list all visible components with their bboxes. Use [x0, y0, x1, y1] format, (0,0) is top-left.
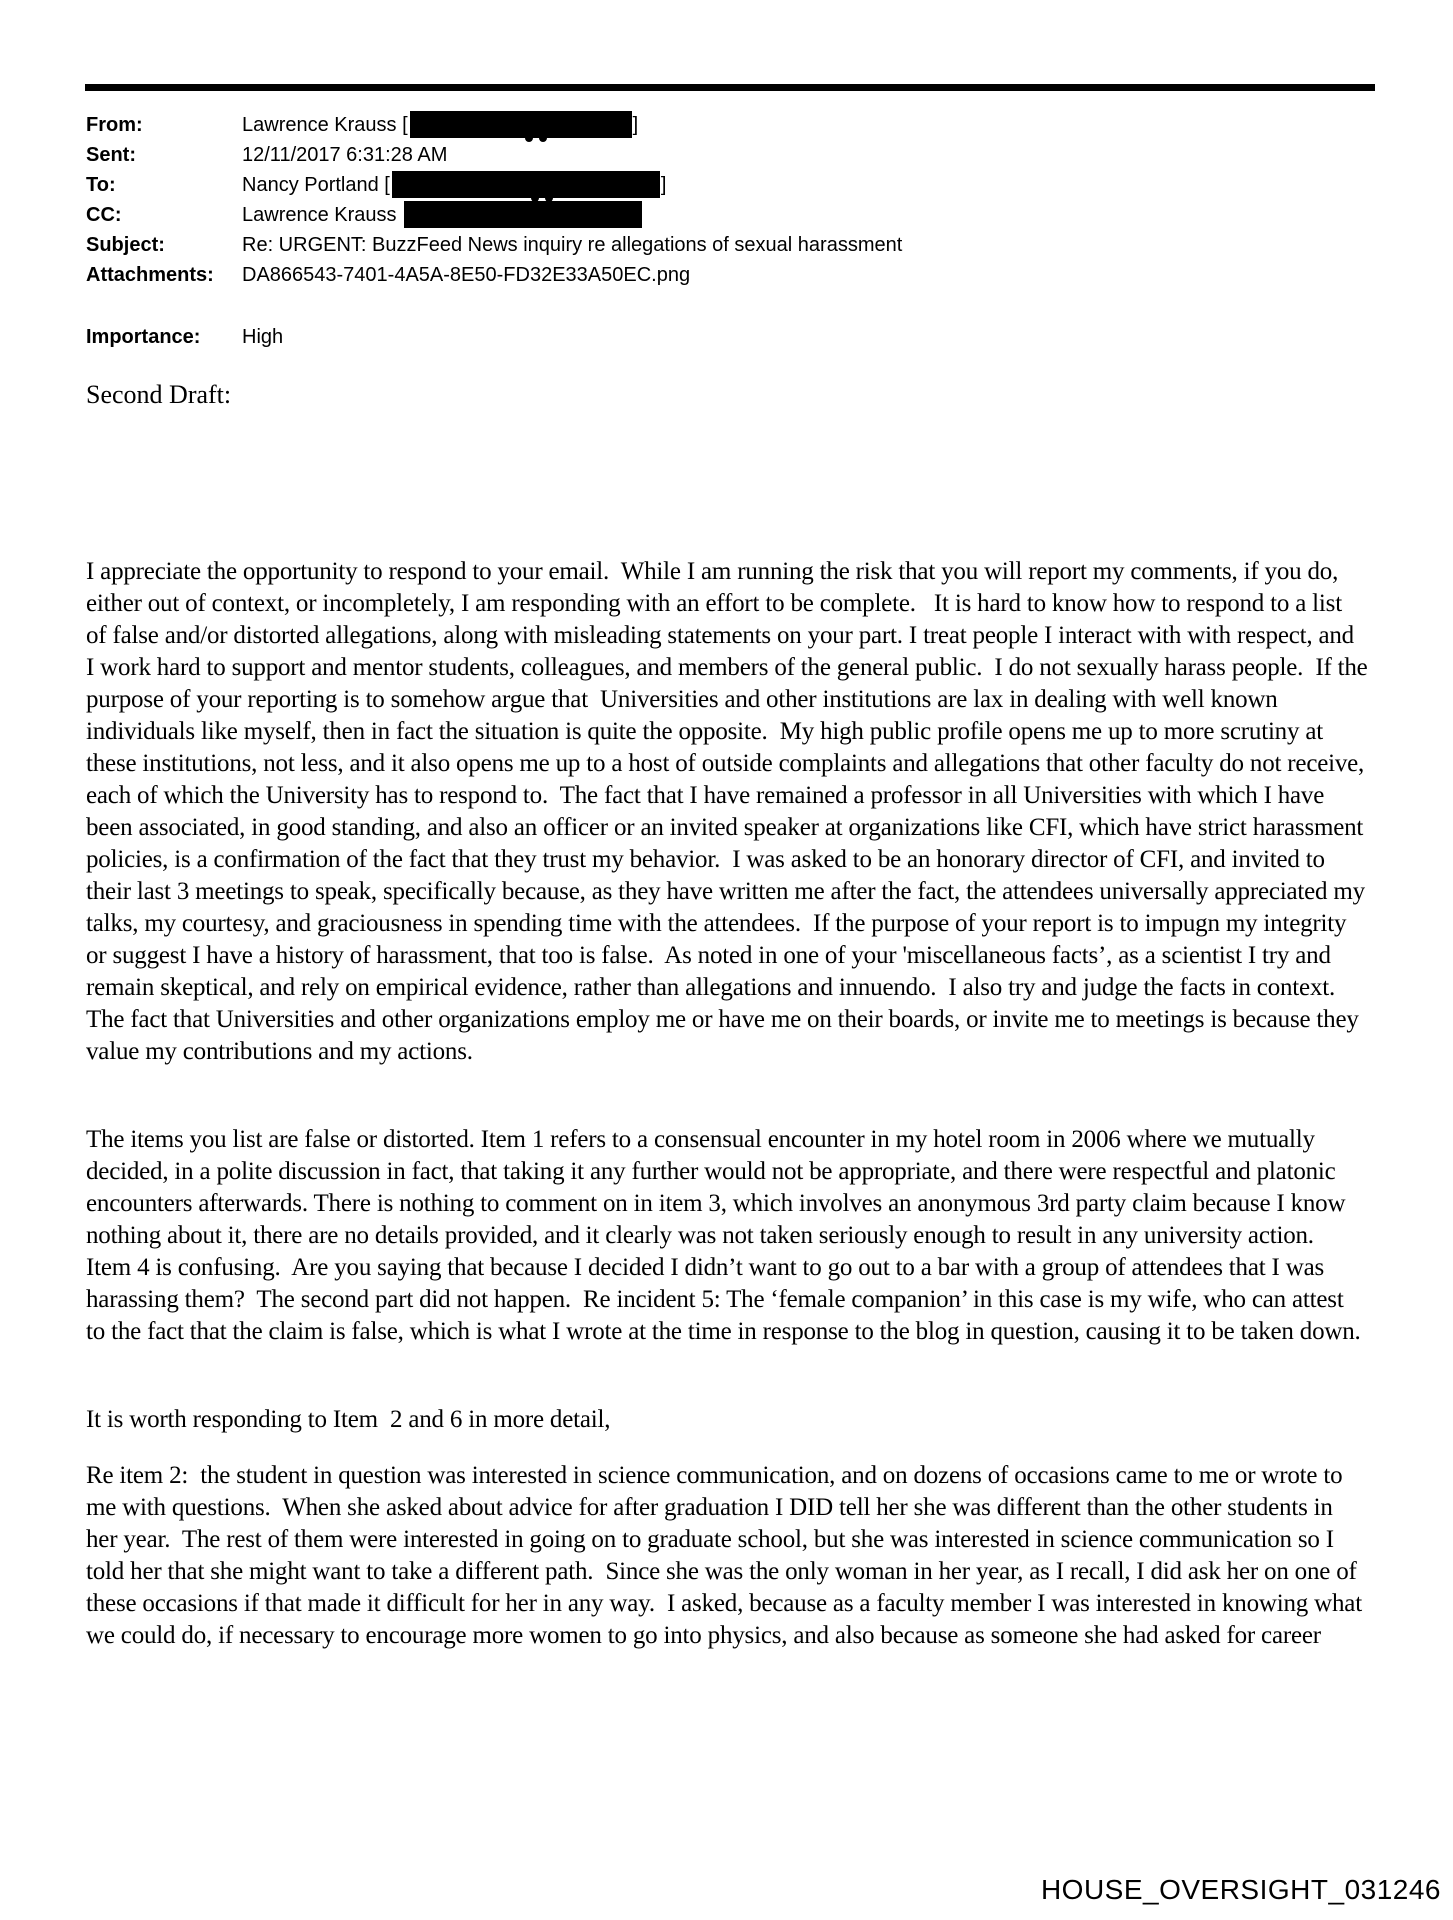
cc-label: CC: — [86, 204, 122, 226]
cc-value — [242, 200, 1376, 230]
importance-value: High — [242, 326, 284, 348]
attachments-value: DA866543-7401-4A5A-8E50-FD32E33A50EC.png — [242, 264, 691, 286]
from-value — [242, 110, 1376, 140]
header-field-cc — [86, 200, 1376, 230]
from-value-text: Lawrence Krauss [ — [242, 114, 408, 136]
body-paragraph-2: The items you list are false or distorted. Item 1 refers to a consensual encounter in my hotel room in 2006 where we mutually decided, in a polite discussion in fact, that taking it any further would not be appropriate, and there were respectful and platonic encounters afterwards. There is nothing to comment on in item 3, which involves an anonymous 3rd party claim because I know nothing about it, there are no details provided, and it clearly was not taken seriously enough to result in any university action. Item 4 is confusing. Are you saying that because I decided I didn’t want to go out to a bar with a group of attendees that I was harassing them? The second part did not happen. Re incident 5: The ‘female companion’ in this case is my wife, who can attest to the fact that the claim is false, which is what I wrote at the time in response to the blog in question, causing it to be taken down. — [86, 1126, 1361, 1345]
subject-label: Subject: — [86, 234, 165, 256]
draft-label: Second Draft: — [86, 380, 232, 409]
cc-value-text: Lawrence Krauss — [242, 204, 403, 226]
subject-value: Re: URGENT: BuzzFeed News inquiry re allegations of sexual harassment — [242, 234, 903, 256]
sent-label: Sent: — [86, 144, 136, 166]
header-field-to — [86, 170, 1376, 200]
importance-label: Importance: — [86, 326, 201, 348]
header-field-subject — [86, 230, 1376, 260]
from-value-bracket: ] — [632, 114, 639, 136]
to-value-text: Nancy Portland [ — [242, 174, 390, 196]
header-field-sent — [86, 140, 1376, 170]
to-redaction-box — [392, 171, 660, 198]
bates-number: HOUSE_OVERSIGHT_031246 — [1040, 1874, 1441, 1905]
attachments-label: Attachments: — [86, 264, 214, 286]
header-field-attachments — [86, 260, 1376, 290]
from-redaction-box — [410, 111, 632, 138]
from-label: From: — [86, 114, 143, 136]
body-paragraph-1: I appreciate the opportunity to respond to your email. While I am running the risk that you will report my comments, if you do, either out of context, or incompletely, I am responding with an effort to be complete. It is hard to know how to respond to a list of false and/or distorted allegations, along with misleading statements on your part. I treat people I interact with with respect, and I work hard to support and mentor students, colleagues, and members of the general public. I do not sexually harass people. If the purpose of your reporting is to somehow argue that Universities and other institutions are lax in dealing with well known individuals like myself, then in fact the situation is quite the opposite. My high public profile opens me up to more scrutiny at these institutions, not less, and it also opens me up to a host of outside complaints and allegations that other faculty do not receive, each of which the University has to respond to. The fact that I have remained a professor in all Universities with which I have been associated, in good standing, and also an officer or an invited speaker at organizations like CFI, which have strict harassment policies, is a confirmation of the fact that they trust my behavior. I was asked to be an honorary director of CFI, and invited to their last 3 meetings to speak, specifically because, as they have written me after the fact, the attendees universally appreciated my talks, my courtesy, and graciousness in spending time with the attendees. If the purpose of your report is to impugn my integrity or suggest I have a history of harassment, that too is false. As noted in one of your 'miscellaneous facts’, as a scientist I try and remain skeptical, and rely on empirical evidence, rather than allegations and innuendo. I also try and judge the facts in context. The fact that Universities and other organizations employ me or have me on their boards, or invite me to meetings is because they value my contributions and my actions. — [86, 558, 1374, 1065]
email-header — [86, 110, 1376, 290]
body-paragraph-4: Re item 2: the student in question was interested in science communication, and on dozens of occasions came to me or wrote to me with questions. When she asked about advice for after graduation I DID tell her she was different than the other students in her year. The rest of them were interested in going on to graduate school, but she was interested in science communication so I told her that she might want to take a different path. Since she was the only woman in her year, as I recall, I did ask her on one of these occasions if that made it difficult for her in any way. I asked, because as a faculty member I was interested in knowing what we could do, if necessary to encourage more women to go into physics, and also because as someone she had asked for career — [86, 1462, 1369, 1649]
to-label: To: — [86, 174, 116, 196]
to-value-bracket: ] — [660, 174, 667, 196]
to-value — [242, 170, 1376, 200]
email-body — [86, 556, 1374, 1708]
cc-redaction-box — [404, 201, 642, 228]
header-field-from — [86, 110, 1376, 140]
sent-value: 12/11/2017 6:31:28 AM — [242, 144, 448, 166]
body-paragraph-3: It is worth responding to Item 2 and 6 in more detail, — [86, 1406, 611, 1433]
header-field-importance — [86, 322, 1376, 352]
header-divider — [85, 84, 1375, 91]
